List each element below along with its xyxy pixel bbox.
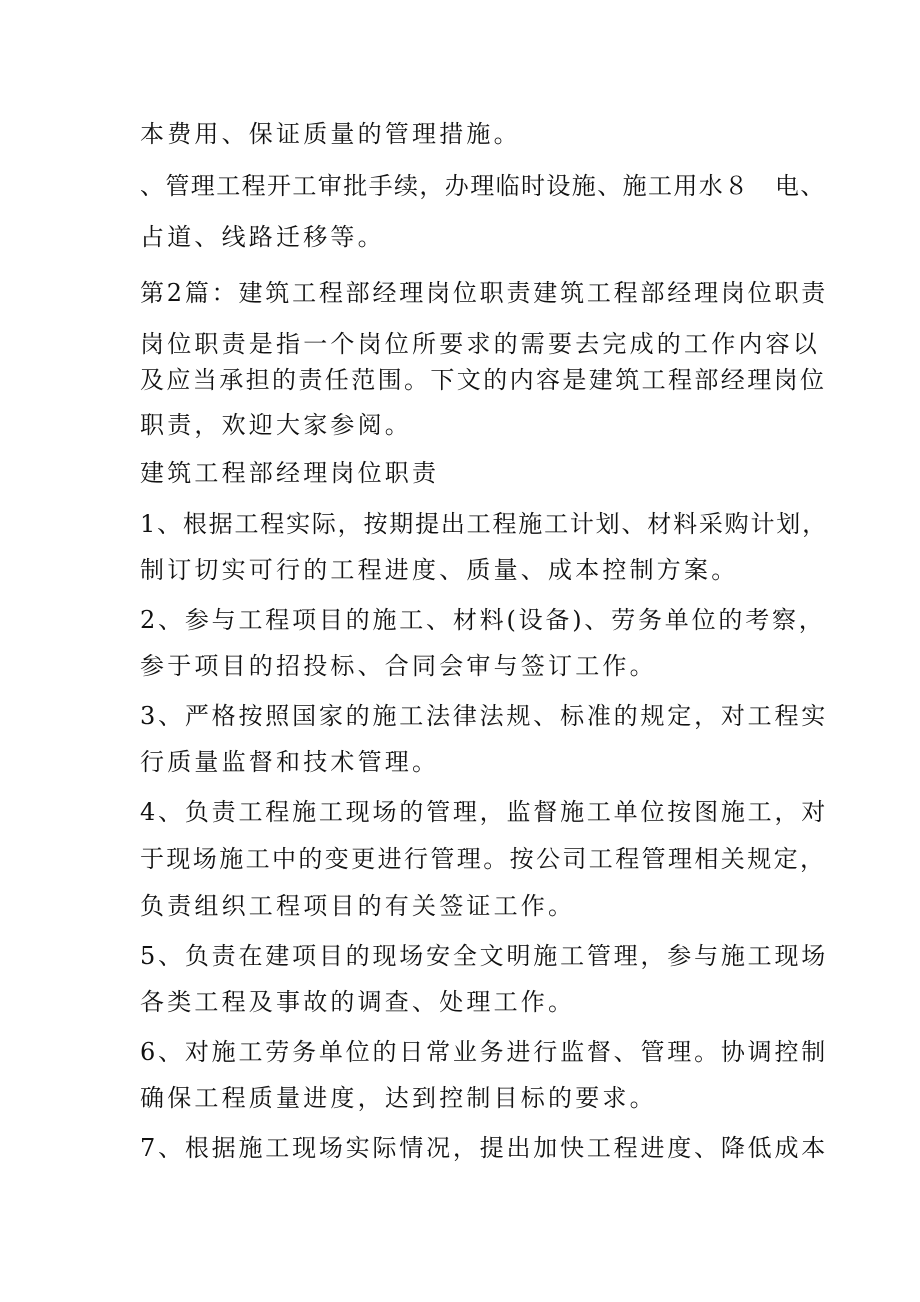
list-item: 3、严格按照国家的施工法律法规、标准的规定，对工程实	[140, 702, 829, 730]
list-item: 7、根据施工现场实际情况，提出加快工程进度、降低成本	[140, 1134, 829, 1162]
list-item: 2、参与工程项目的施工、材料(设备)、劳务单位的考察，	[140, 606, 826, 634]
list-item-continuation: 参于项目的招投标、合同会审与签订工作。	[140, 652, 657, 680]
section-heading: 第2篇：建筑工程部经理岗位职责建筑工程部经理岗位职责	[140, 279, 829, 307]
text-line: 岗位职责是指一个岗位所要求的需要去完成的工作内容以	[140, 330, 820, 358]
list-item: 4、负责工程施工现场的管理，监督施工单位按图施工，对	[140, 798, 829, 826]
list-item-continuation: 于现场施工中的变更进行管理。按公司工程管理相关规定，	[140, 845, 827, 873]
list-item: 5、负责在建项目的现场安全文明施工管理，参与施工现场	[140, 942, 829, 970]
list-item-continuation: 确保工程质量进度，达到控制目标的要求。	[140, 1084, 657, 1112]
subheading: 建筑工程部经理岗位职责	[140, 459, 440, 487]
list-item-continuation: 各类工程及事故的调查、处理工作。	[140, 988, 576, 1016]
text-line: 、管理工程开工审批手续，办理临时设施、施工用水８ 电、	[140, 172, 826, 200]
text-line: 及应当承担的责任范围。下文的内容是建筑工程部经理岗位	[140, 366, 827, 394]
list-item-continuation: 行质量监督和技术管理。	[140, 748, 440, 776]
text-line: 职责，欢迎大家参阅。	[140, 411, 412, 439]
list-item-continuation: 负责组织工程项目的有关签证工作。	[140, 892, 576, 920]
text-line: 占道、线路迁移等。	[140, 223, 385, 251]
list-item-continuation: 制订切实可行的工程进度、质量、成本控制方案。	[140, 556, 739, 584]
text-line: 本费用、保证质量的管理措施。	[140, 120, 521, 148]
list-item: 6、对施工劳务单位的日常业务进行监督、管理。协调控制	[140, 1038, 829, 1066]
list-item: 1、根据工程实际，按期提出工程施工计划、材料采购计划，	[140, 510, 828, 538]
